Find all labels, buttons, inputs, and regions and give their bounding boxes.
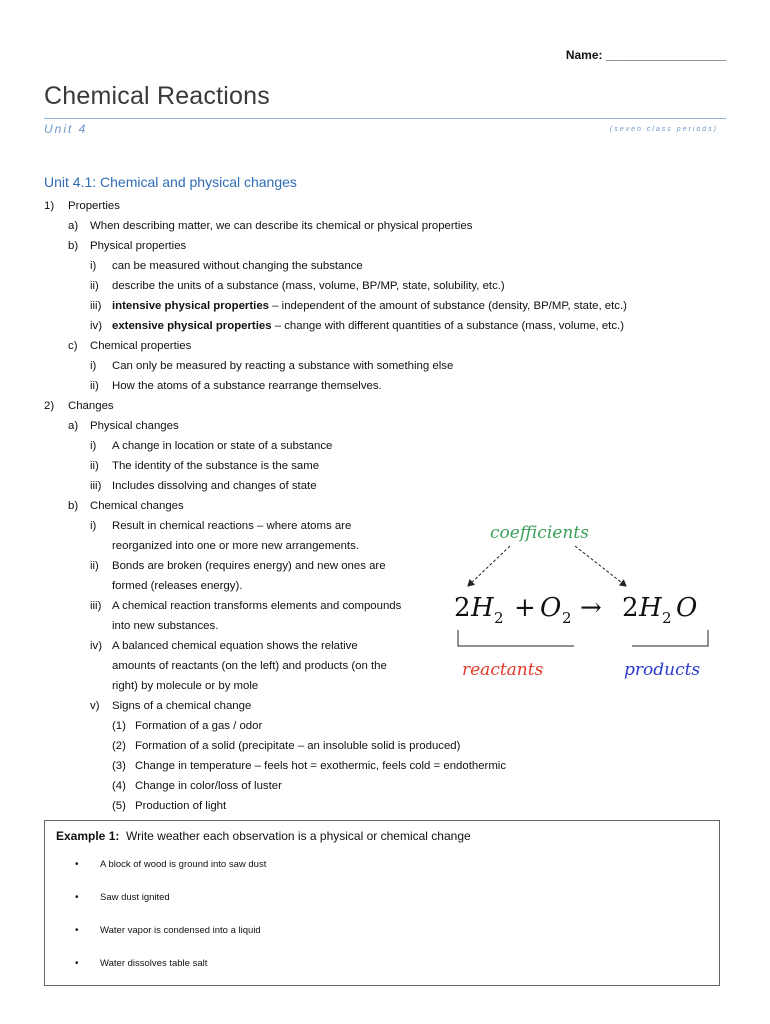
- outline-item: b) Physical properties: [68, 240, 187, 252]
- outline-item: (1) Formation of a gas / odor: [112, 720, 263, 732]
- list-item: • Saw dust ignited: [75, 892, 170, 903]
- coefficient-2: 2: [622, 593, 639, 623]
- outline-item: (4) Change in color/loss of luster: [112, 780, 282, 792]
- balanced-equation: [454, 593, 697, 627]
- list-item: • Water dissolves table salt: [75, 958, 208, 969]
- example-question: Write weather each observation is a physical or chemical change: [126, 829, 471, 843]
- subscript: 2: [562, 609, 572, 627]
- outline-item: a) When describing matter, we can describe its chemical or physical properties: [68, 220, 473, 232]
- outline-item: a) Physical changes: [68, 420, 179, 432]
- outline-item: iii) Includes dissolving and changes of state: [90, 480, 317, 492]
- outline-item: 2) Changes: [44, 400, 114, 412]
- outline-item: i) Result in chemical reactions – where atoms are: [90, 520, 352, 532]
- products-bracket: [632, 630, 708, 646]
- example-1-box: [44, 820, 720, 986]
- products-label: products: [624, 660, 701, 680]
- outline-item: ii) How the atoms of a substance rearrange themselves.: [90, 380, 382, 392]
- outline-item: c) Chemical properties: [68, 340, 192, 352]
- hydrogen-symbol: H: [639, 593, 662, 623]
- unit-label: Unit 4: [44, 122, 88, 136]
- reaction-arrow: →: [580, 593, 602, 623]
- outline-item: iv) extensive physical properties – change with different quantities of a substance (mass, volume, etc.): [90, 320, 625, 332]
- outline-item: ii) describe the units of a substance (mass, volume, BP/MP, state, solubility, etc.): [90, 280, 505, 292]
- reactants-label: reactants: [462, 660, 544, 680]
- page-title: Chemical Reactions: [44, 82, 270, 110]
- outline-item: (2) Formation of a solid (precipitate – an insoluble solid is produced): [112, 740, 461, 752]
- outline-item-continued: into new substances.: [112, 620, 219, 632]
- coefficient-arrow-left: [468, 546, 510, 586]
- outline-item: i) Can only be measured by reacting a substance with something else: [90, 360, 454, 372]
- bullet-icon: •: [75, 958, 79, 969]
- outline-item: iii) intensive physical properties – independent of the amount of substance (density, BP/MP, state, etc.): [90, 300, 627, 312]
- subscript: 2: [494, 609, 504, 627]
- list-item: • Water vapor is condensed into a liquid: [75, 925, 261, 936]
- outline-item: ii) The identity of the substance is the same: [90, 460, 320, 472]
- bullet-icon: •: [75, 892, 79, 903]
- outline-item: iv) A balanced chemical equation shows the relative: [90, 640, 358, 652]
- outline-item-continued: right) by molecule or by mole: [112, 680, 259, 692]
- coefficient-arrow-right: [575, 546, 626, 586]
- outline-item: 1) Properties: [44, 200, 120, 212]
- section-heading: Unit 4.1: Chemical and physical changes: [44, 174, 297, 190]
- term-extensive: extensive physical properties: [112, 320, 272, 332]
- subscript: 2: [662, 609, 672, 627]
- example-label: Example 1:: [56, 829, 120, 843]
- title-divider: [44, 118, 726, 119]
- plus-sign: +: [514, 593, 536, 623]
- oxygen-symbol: O: [540, 593, 562, 623]
- example-1-prompt: [56, 829, 471, 843]
- outline-item-continued: formed (releases energy).: [112, 580, 243, 592]
- name-field: Name: __________________: [565, 48, 726, 62]
- outline-item: (5) Production of light: [112, 800, 227, 812]
- list-item: • A block of wood is ground into saw dust: [75, 859, 267, 870]
- outline-item: b) Chemical changes: [68, 500, 184, 512]
- outline-item: (3) Change in temperature – feels hot = exothermic, feels cold = endothermic: [112, 760, 507, 772]
- hydrogen-symbol: H: [471, 593, 494, 623]
- chemical-equation-diagram: [450, 520, 730, 690]
- outline-item: i) A change in location or state of a substance: [90, 440, 333, 452]
- outline-item-continued: amounts of reactants (on the left) and products (on the: [112, 660, 387, 672]
- bullet-icon: •: [75, 859, 79, 870]
- coefficient-2: 2: [454, 593, 471, 623]
- outline-item: v) Signs of a chemical change: [90, 700, 252, 712]
- oxygen-symbol: O: [676, 593, 698, 623]
- bullet-icon: •: [75, 925, 79, 936]
- outline-item: i) can be measured without changing the substance: [90, 260, 363, 272]
- outline-item: ii) Bonds are broken (requires energy) and new ones are: [90, 560, 386, 572]
- outline-item: iii) A chemical reaction transforms elements and compounds: [90, 600, 402, 612]
- observation-list: [65, 859, 665, 991]
- term-intensive: intensive physical properties: [112, 300, 269, 312]
- reactants-bracket: [458, 630, 574, 646]
- class-periods-note: (seven class periods): [609, 126, 718, 133]
- coefficients-label: coefficients: [490, 523, 589, 543]
- outline-item-continued: reorganized into one or more new arrangements.: [112, 540, 359, 552]
- outline: [44, 196, 734, 816]
